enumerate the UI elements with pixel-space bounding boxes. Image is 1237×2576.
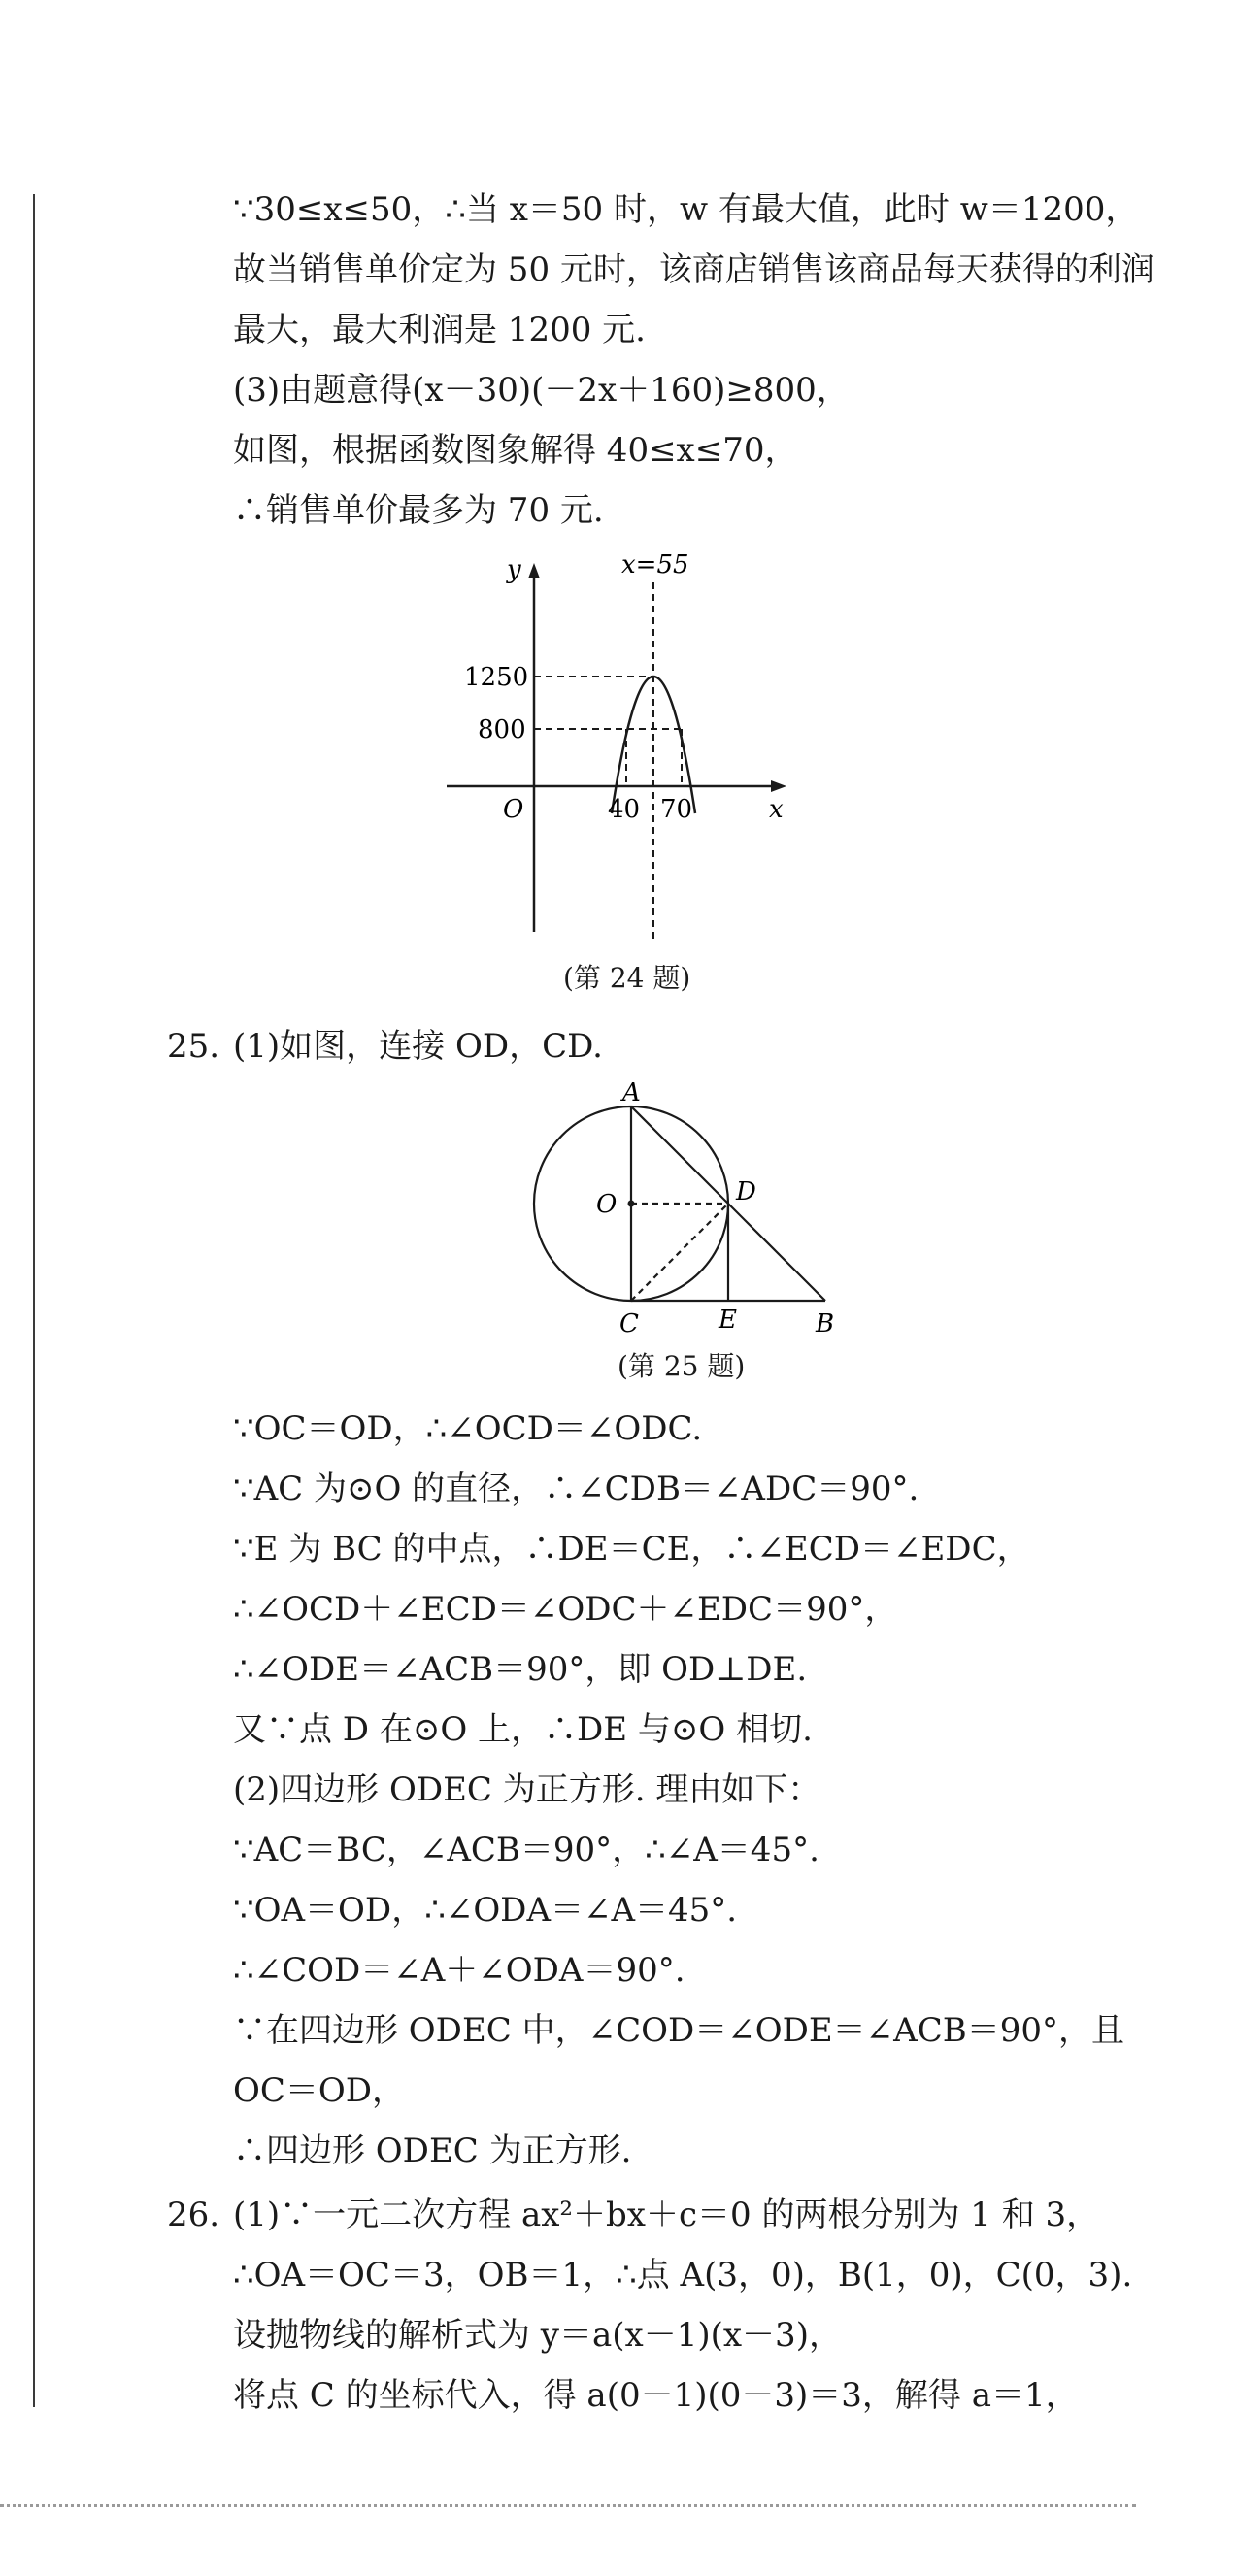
text-line: ∵在四边形 ODEC 中，∠COD＝∠ODE＝∠ACB＝90°，且 — [233, 2011, 1124, 2050]
text-line: 设抛物线的解析式为 y＝a(x－1)(x－3)， — [233, 2316, 842, 2355]
label-d: D — [736, 1177, 756, 1206]
text-line: ∵OA＝OD，∴∠ODA＝∠A＝45°. — [233, 1891, 738, 1930]
text-line: 故当销售单价定为 50 元时，该商店销售该商品每天获得的利润 — [233, 250, 1154, 289]
text-line: 将点 C 的坐标代入，得 a(0－1)(0－3)＝3，解得 a＝1， — [233, 2376, 1079, 2415]
y-axis-label: y — [507, 555, 521, 584]
text-line: ∵30≤x≤50，∴当 x＝50 时，w 有最大值，此时 w＝1200， — [233, 190, 1139, 229]
label-a: A — [622, 1078, 641, 1107]
tick-label-70: 70 — [660, 795, 693, 824]
figure-24-caption: (第 24 题) — [563, 962, 691, 994]
x-axis-label: x — [769, 795, 784, 824]
figure-24-parabola — [427, 544, 816, 941]
text-line: 如图，根据函数图象解得 40≤x≤70， — [233, 431, 798, 470]
text-line: 又∵点 D 在⊙O 上，∴DE 与⊙O 相切. — [233, 1710, 813, 1749]
text-line: (2)四边形 ODEC 为正方形. 理由如下： — [233, 1770, 821, 1809]
text-line: ∴∠OCD＋∠ECD＝∠ODC＋∠EDC＝90°， — [233, 1590, 898, 1629]
label-o: O — [596, 1190, 618, 1219]
figure-25-circle-geometry — [515, 1077, 864, 1335]
figure-25-caption: (第 25 题) — [618, 1350, 746, 1382]
x-axis-arrow — [771, 780, 786, 792]
text-line: ∴销售单价最多为 70 元. — [233, 491, 604, 530]
text-line: ∴四边形 ODEC 为正方形. — [233, 2131, 632, 2170]
text-line: ∵AC＝BC，∠ACB＝90°，∴∠A＝45°. — [233, 1831, 819, 1869]
question-number-25: 25. — [167, 1027, 220, 1066]
text-line: ∵E 为 BC 的中点，∴DE＝CE，∴∠ECD＝∠EDC， — [233, 1530, 1030, 1569]
text-line: ∴∠COD＝∠A＋∠ODA＝90°. — [233, 1951, 685, 1990]
point-o — [628, 1201, 635, 1207]
tick-label-800: 800 — [478, 715, 526, 744]
label-b: B — [816, 1309, 835, 1335]
label-e: E — [719, 1305, 737, 1335]
text-line: (3)由题意得(x－30)(－2x＋160)≥800， — [233, 371, 850, 410]
label-c: C — [619, 1309, 639, 1335]
vline-label: x=55 — [621, 550, 689, 579]
tick-label-40: 40 — [608, 795, 641, 824]
y-axis-arrow — [528, 563, 540, 578]
text-line: (1)∵一元二次方程 ax²＋bx＋c＝0 的两根分别为 1 和 3， — [233, 2196, 1100, 2234]
segment-cd — [631, 1204, 728, 1301]
text-line: ∴∠ODE＝∠ACB＝90°，即 OD⊥DE. — [233, 1650, 808, 1689]
text-line: 最大，最大利润是 1200 元. — [233, 311, 646, 349]
bottom-dotted-rule — [0, 2504, 1136, 2507]
text-line: (1)如图，连接 OD，CD. — [233, 1027, 603, 1066]
question-number-26: 26. — [167, 2196, 220, 2234]
text-line: OC＝OD， — [233, 2071, 406, 2110]
origin-label: O — [503, 795, 524, 824]
text-line: ∵AC 为⊙O 的直径，∴∠CDB＝∠ADC＝90°. — [233, 1470, 919, 1508]
text-line: ∴OA＝OC＝3，OB＝1，∴点 A(3，0)，B(1，0)，C(0，3). — [233, 2256, 1133, 2295]
left-margin-rule — [33, 194, 35, 2407]
tick-label-1250: 1250 — [464, 663, 529, 692]
text-line: ∵OC＝OD，∴∠OCD＝∠ODC. — [233, 1409, 703, 1448]
